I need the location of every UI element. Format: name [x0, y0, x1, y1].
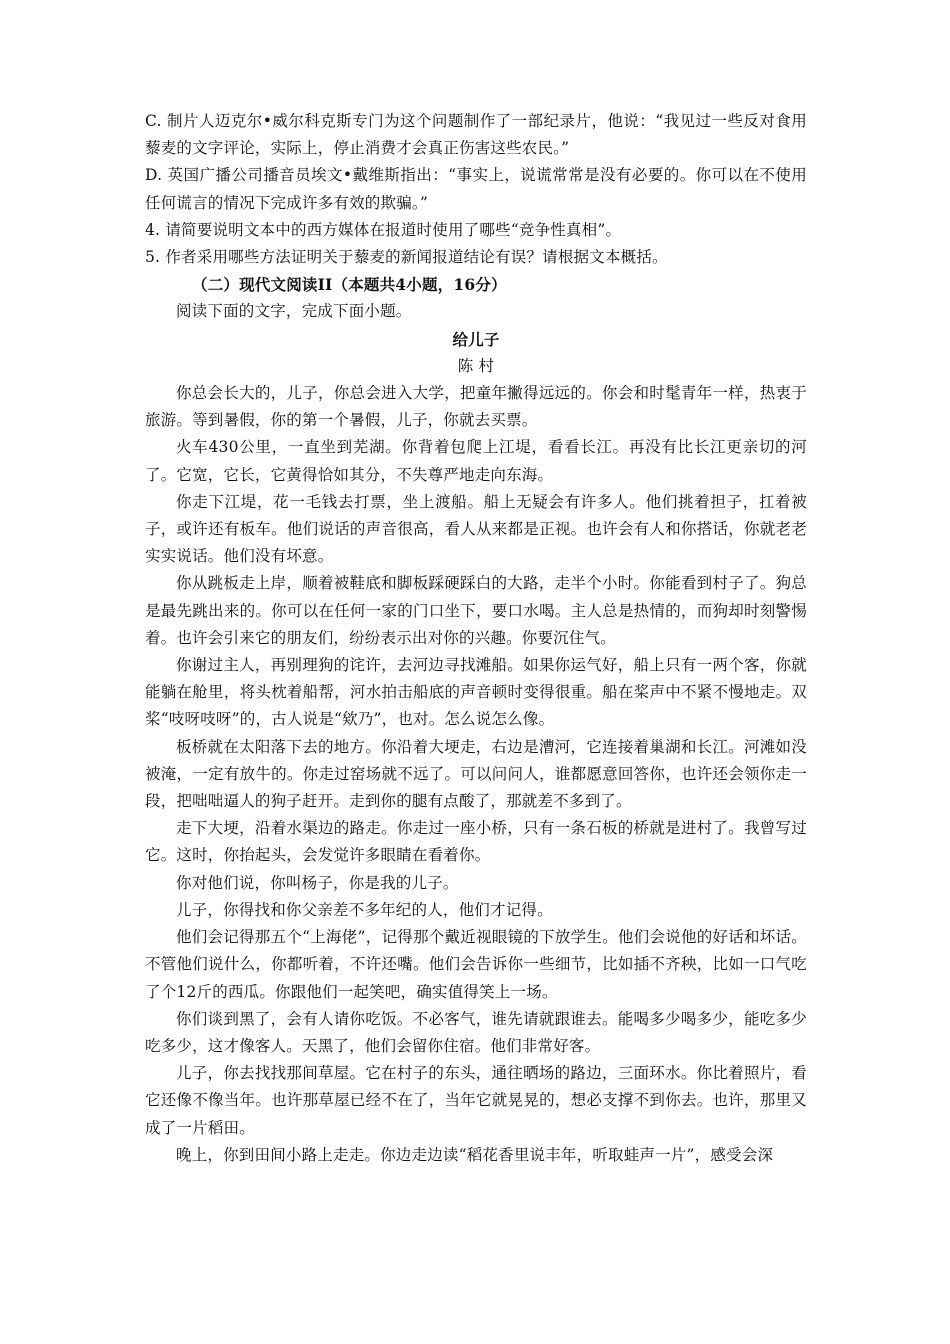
- option-label: D.: [145, 166, 163, 185]
- question-number: 4.: [145, 220, 161, 239]
- option-c: [145, 108, 807, 162]
- question-5: [145, 244, 807, 271]
- article-paragraph: 你对他们说，你叫杨子，你是我的儿子。: [176, 873, 459, 892]
- article-author: 陈 村: [457, 356, 495, 375]
- option-label: C.: [145, 112, 162, 130]
- question-text: 请简要说明文本中的西方媒体在报道时使用了哪些“竞争性真相”。: [165, 220, 622, 239]
- article-paragraph: 你总会长大的，儿子，你总会进入大学，把童年撇得远远的。你会和时髦青年一样，热衷于旅游。等到暑假，你的第一个暑假，儿子，你就去买票。: [145, 384, 807, 430]
- article-paragraph: 你走下江堤，花一毛钱去打票，坐上渡船。船上无疑会有许多人。他们挑着担子，扛着被子，或许还有板车。他们说话的声音很高，看人从来都是正视。也许会有人和你搭话，你就老老实实说话。他们没有坏意。: [145, 492, 807, 566]
- article-paragraph: 板桥就在太阳落下去的地方。你沿着大埂走，右边是漕河，它连接着巢湖和长江。河滩如没被淹，一定有放牛的。你走过窑场就不远了。可以问问人，谁都愿意回答你，也许还会领你走一段，把咄咄逼人的狗子赶开。走到你的腿有点酸了，那就差不多到了。: [145, 737, 807, 811]
- article-paragraph: 晚上，你到田间小路上走走。你边走边读“稻花香里说丰年，听取蛙声一片”，感受会深: [176, 1145, 774, 1164]
- reading-instruction: 阅读下面的文字，完成下面小题。: [176, 302, 412, 321]
- article-paragraph: 你们谈到黑了，会有人请你吃饭。不必客气，谁先请就跟谁去。能喝多少喝多少，能吃多少吃多少，这才像客人。天黑了，他们会留你住宿。他们非常好客。: [145, 1009, 807, 1055]
- option-d: [145, 162, 807, 216]
- article-paragraph: 他们会记得那五个“上海佬”，记得那个戴近视眼镜的下放学生。他们会说他的好话和坏话。不管他们说什么，你都听着，不许还嘴。他们会告诉你一些细节，比如插不齐秧，比如一口气吃了个12斤的西瓜。你跟他们一起笑吧，确实值得笑上一场。: [145, 928, 807, 1001]
- question-4: [145, 217, 807, 244]
- section-heading: （二）现代文阅读II（本题共4小题，16分）: [192, 275, 507, 295]
- question-text: 作者采用哪些方法证明关于藜麦的新闻报道结论有误？请根据文本概括。: [165, 248, 668, 267]
- option-text: 制片人迈克尔•威尔科克斯专门为这个问题制作了一部纪录片，他说：“我见过一些反对食用藜麦的文字评论，实际上，停止消费才会真正伤害这些农民。”: [145, 112, 807, 158]
- question-number: 5.: [145, 248, 161, 267]
- document-page: [145, 108, 807, 1169]
- article-title: 给儿子: [452, 329, 500, 349]
- article-paragraph: 儿子，你去找找那间草屋。它在村子的东头，通往晒场的路边，三面环水。你比着照片，看它还像不像当年。也许那草屋已经不在了，当年它就晃晃的，想必支撑不到你去。也许，那里又成了一片稻田。: [145, 1064, 807, 1137]
- option-text: 英国广播公司播音员埃文•戴维斯指出：“事实上，说谎常常是没有必要的。你可以在不使用任何谎言的情况下完成许多有效的欺骗。”: [145, 166, 807, 212]
- article-paragraph: 走下大埂，沿着水渠边的路走。你走过一座小桥，只有一条石板的桥就是进村了。我曾写过它。这时，你抬起头，会发觉许多眼睛在看着你。: [145, 819, 807, 865]
- article-paragraph: 儿子，你得找和你父亲差不多年纪的人，他们才记得。: [176, 900, 553, 919]
- article-paragraph: 火车430公里，一直坐到芜湖。你背着包爬上江堤，看看长江。再没有比长江更亲切的河了。它宽，它长，它黄得恰如其分，不失尊严地走向东海。: [145, 438, 807, 484]
- article-paragraph: 你从跳板走上岸，顺着被鞋底和脚板踩硬踩白的大路，走半个小时。你能看到村子了。狗总是最先跳出来的。你可以在任何一家的门口坐下，要口水喝。主人总是热情的，而狗却时刻警惕着。也许会引来它的朋友们，纷纷表示出对你的兴趣。你要沉住气。: [145, 574, 807, 647]
- article-paragraph: 你谢过主人，再别理狗的诧许，去河边寻找滩船。如果你运气好，船上只有一两个客，你就能躺在舱里，将头枕着船帮，河水拍击船底的声音顿时变得很重。船在桨声中不紧不慢地走。双桨“吱呀吱呀”的，古人说是“欸乃”，也对。怎么说怎么像。: [145, 656, 807, 729]
